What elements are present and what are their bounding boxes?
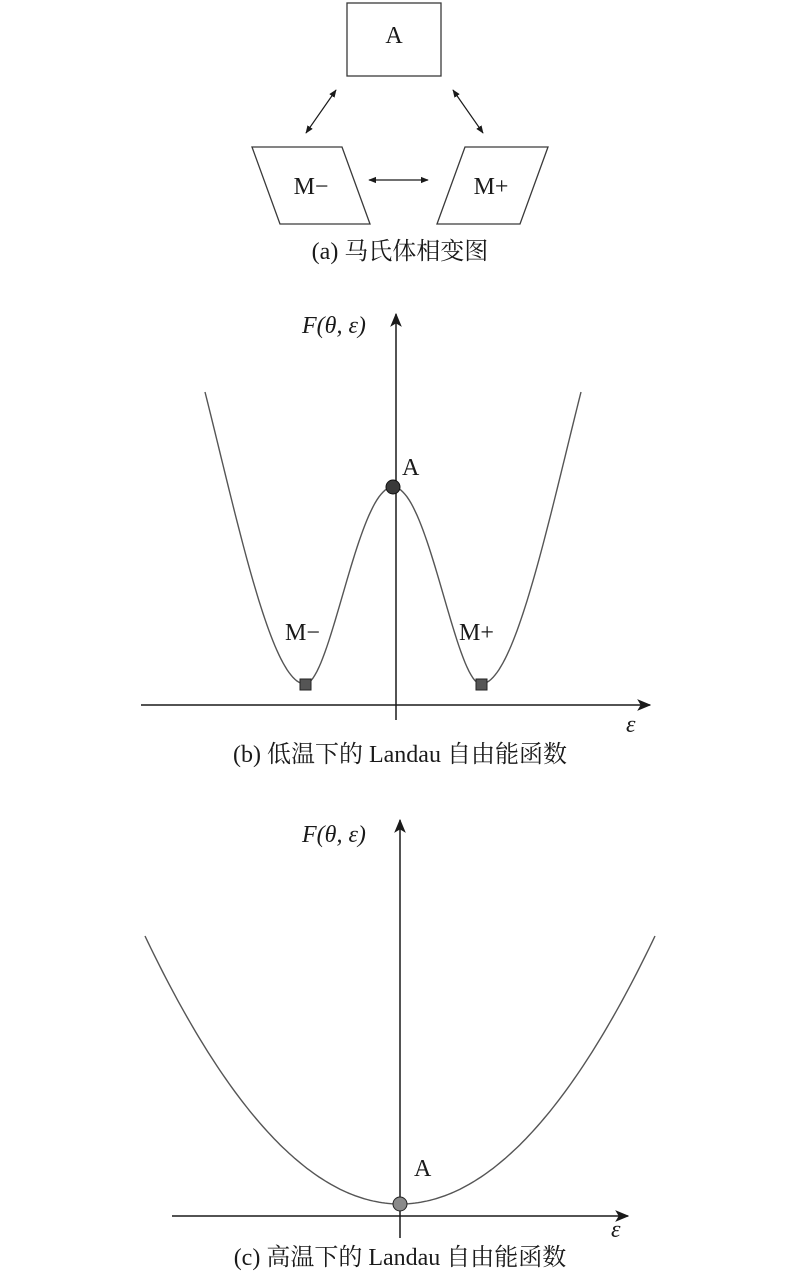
austenite-box-label: A [385,23,403,49]
panel-b-austenite-maximum-marker [386,480,400,494]
panel-c-y-axis-label: F(θ, ε) [302,822,366,848]
panel-c-x-axis-label: ε [611,1217,621,1243]
panel-b-mplus-minimum-marker [476,679,487,690]
panel-c-label-a: A [414,1156,432,1182]
panel-b-x-axis-label: ε [626,712,636,738]
transition-arrow-a-mminus [306,90,336,133]
martensite-plus-label: M+ [473,174,509,200]
panel-b-label-mminus: M− [285,620,320,646]
panel-b-caption: (b) 低温下的 Landau 自由能函数 [233,742,567,768]
transition-arrow-a-mplus [453,90,483,133]
martensite-minus-label: M− [293,174,329,200]
panel-b-label-mplus: M+ [459,620,494,646]
panel-a-caption: (a) 马氏体相变图 [311,239,489,265]
panel-b-y-axis-label: F(θ, ε) [302,313,366,339]
panel-c-caption: (c) 高温下的 Landau 自由能函数 [233,1245,567,1271]
panel-a-phase-diagram [252,3,548,265]
panel-b-label-a: A [402,455,420,481]
panel-c-high-temp-energy [145,820,655,1271]
panel-b-low-temp-energy [141,313,650,768]
panel-c-austenite-minimum-marker [393,1197,407,1211]
panel-b-mminus-minimum-marker [300,679,311,690]
panel-b-double-well-curve [205,392,581,684]
